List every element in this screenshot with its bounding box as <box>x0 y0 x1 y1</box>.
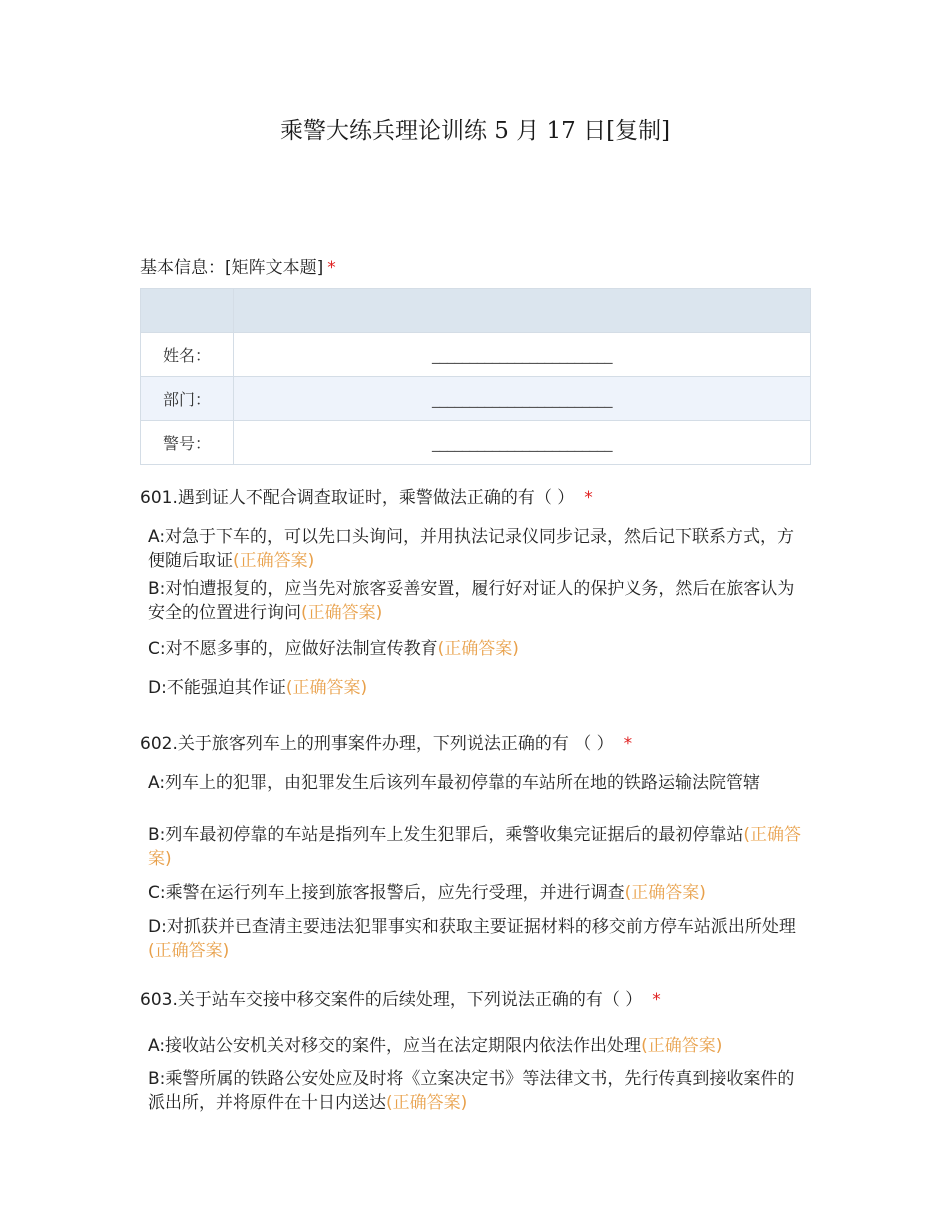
correct-answer-tag: (正确答案) <box>233 551 315 571</box>
question-text: 602.关于旅客列车上的刑事案件办理，下列说法正确的有 （ ） <box>140 734 614 754</box>
option-text: D:不能强迫其作证 <box>148 678 286 698</box>
matrix-header-row <box>141 289 811 333</box>
option-c[interactable] <box>148 637 808 661</box>
row-label-name: 姓名： <box>141 333 234 377</box>
option-text: A:接收站公安机关对移交的案件，应当在法定期限内依法作出处理 <box>148 1036 642 1056</box>
option-a[interactable] <box>148 771 808 795</box>
required-asterisk: * <box>327 258 336 278</box>
option-c[interactable] <box>148 881 808 905</box>
option-a[interactable] <box>148 525 808 573</box>
option-b[interactable] <box>148 1067 808 1115</box>
question-text: 601.遇到证人不配合调查取证时，乘警做法正确的有（ ） <box>140 488 575 508</box>
correct-answer-tag: (正确答案) <box>624 883 706 903</box>
correct-answer-tag: (正确答案) <box>437 639 519 659</box>
option-b[interactable] <box>148 577 808 625</box>
required-asterisk: * <box>652 990 661 1010</box>
question-title <box>140 487 820 509</box>
question-603 <box>140 989 820 1113</box>
matrix-header-cell <box>141 289 234 333</box>
row-label-department: 部门： <box>141 377 234 421</box>
matrix-row-badge <box>141 421 811 465</box>
option-d[interactable] <box>148 915 808 963</box>
badge-number-input[interactable]: ________________________ <box>234 421 811 465</box>
option-text: B:对怕遭报复的，应当先对旅客妥善安置，履行好对证人的保护义务，然后在旅客认为安全的位置进行询问 <box>148 579 795 623</box>
correct-answer-tag: (正确答案) <box>148 941 230 961</box>
name-input[interactable]: ________________________ <box>234 333 811 377</box>
correct-answer-tag: (正确答案) <box>386 1093 468 1113</box>
option-text: B:列车最初停靠的车站是指列车上发生犯罪后，乘警收集完证据后的最初停靠站 <box>148 825 744 845</box>
option-d[interactable] <box>148 676 808 700</box>
question-text: 603.关于站车交接中移交案件的后续处理，下列说法正确的有（ ） <box>140 990 643 1010</box>
question-title <box>140 733 820 755</box>
basic-info-matrix <box>140 288 811 465</box>
question-602 <box>140 733 820 961</box>
option-text: C:对不愿多事的，应做好法制宣传教育 <box>148 639 438 659</box>
correct-answer-tag: (正确答案) <box>641 1036 723 1056</box>
matrix-header-cell <box>234 289 811 333</box>
correct-answer-tag: (正确答案) <box>285 678 368 698</box>
option-text: D:对抓获并已查清主要违法犯罪事实和获取主要证据材料的移交前方停车站派出所处理 <box>148 917 796 937</box>
option-b[interactable] <box>148 823 808 871</box>
department-input[interactable]: ________________________ <box>234 377 811 421</box>
option-text: A:对急于下车的，可以先口头询问，并用执法记录仪同步记录，然后记下联系方式，方便随后取证 <box>148 527 795 571</box>
page-title: 乘警大练兵理论训练 5 月 17 日[复制] <box>279 118 671 144</box>
correct-answer-tag: (正确答案) <box>301 603 383 623</box>
basic-info-label <box>140 253 336 278</box>
basic-info-title: 基本信息：[矩阵文本题] <box>140 258 324 278</box>
matrix-row-name <box>141 333 811 377</box>
option-a[interactable] <box>148 1034 808 1058</box>
required-asterisk: * <box>623 734 633 754</box>
question-601 <box>140 487 820 698</box>
correct-answer-tag: (正确答案) <box>148 825 802 869</box>
required-asterisk: * <box>584 488 593 508</box>
option-text: B:乘警所属的铁路公安处应及时将《立案决定书》等法律文书，先行传真到接收案件的派出所，并将原件在十日内送达 <box>148 1069 795 1113</box>
matrix-row-department <box>141 377 811 421</box>
option-text: C:乘警在运行列车上接到旅客报警后，应先行受理，并进行调查 <box>148 883 625 903</box>
question-title <box>140 989 820 1011</box>
row-label-badge: 警号： <box>141 421 234 465</box>
option-text: A:列车上的犯罪，由犯罪发生后该列车最初停靠的车站所在地的铁路运输法院管辖 <box>148 773 761 793</box>
